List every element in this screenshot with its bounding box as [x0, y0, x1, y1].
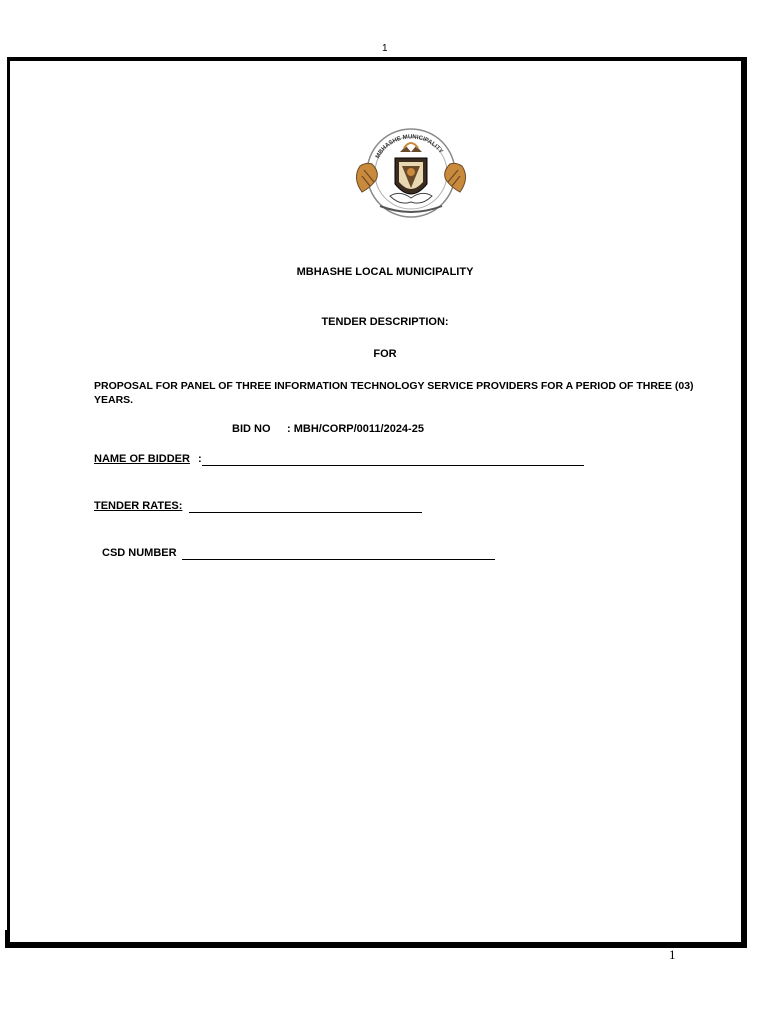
- csd-number-field[interactable]: [182, 559, 495, 560]
- bid-number-value: : MBH/CORP/0011/2024-25: [287, 423, 424, 435]
- csd-number-label: CSD NUMBER: [102, 547, 177, 559]
- top-page-mark: 1: [382, 43, 388, 54]
- municipality-logo: [340, 126, 482, 224]
- proposal-description: PROPOSAL FOR PANEL OF THREE INFORMATION TECHNOLOGY SERVICE PROVIDERS FOR A PERIOD OF THREE (03) YEARS.: [94, 380, 694, 406]
- logo-ring-text: MBHASHE MUNICIPALITY: [375, 134, 444, 160]
- bid-number-label: BID NO: [232, 423, 271, 435]
- name-of-bidder-label: NAME OF BIDDER: [94, 453, 190, 465]
- for-label: FOR: [373, 348, 397, 360]
- name-of-bidder-field[interactable]: [202, 465, 584, 466]
- organization-name: MBHASHE LOCAL MUNICIPALITY: [296, 266, 474, 278]
- tender-description-title: TENDER DESCRIPTION:: [321, 316, 449, 328]
- page-number: 1: [669, 947, 676, 962]
- tender-rates-label: TENDER RATES:: [94, 500, 183, 512]
- name-of-bidder-colon: :: [198, 453, 202, 465]
- page-border-tail: [5, 930, 10, 948]
- tender-rates-field[interactable]: [189, 512, 422, 513]
